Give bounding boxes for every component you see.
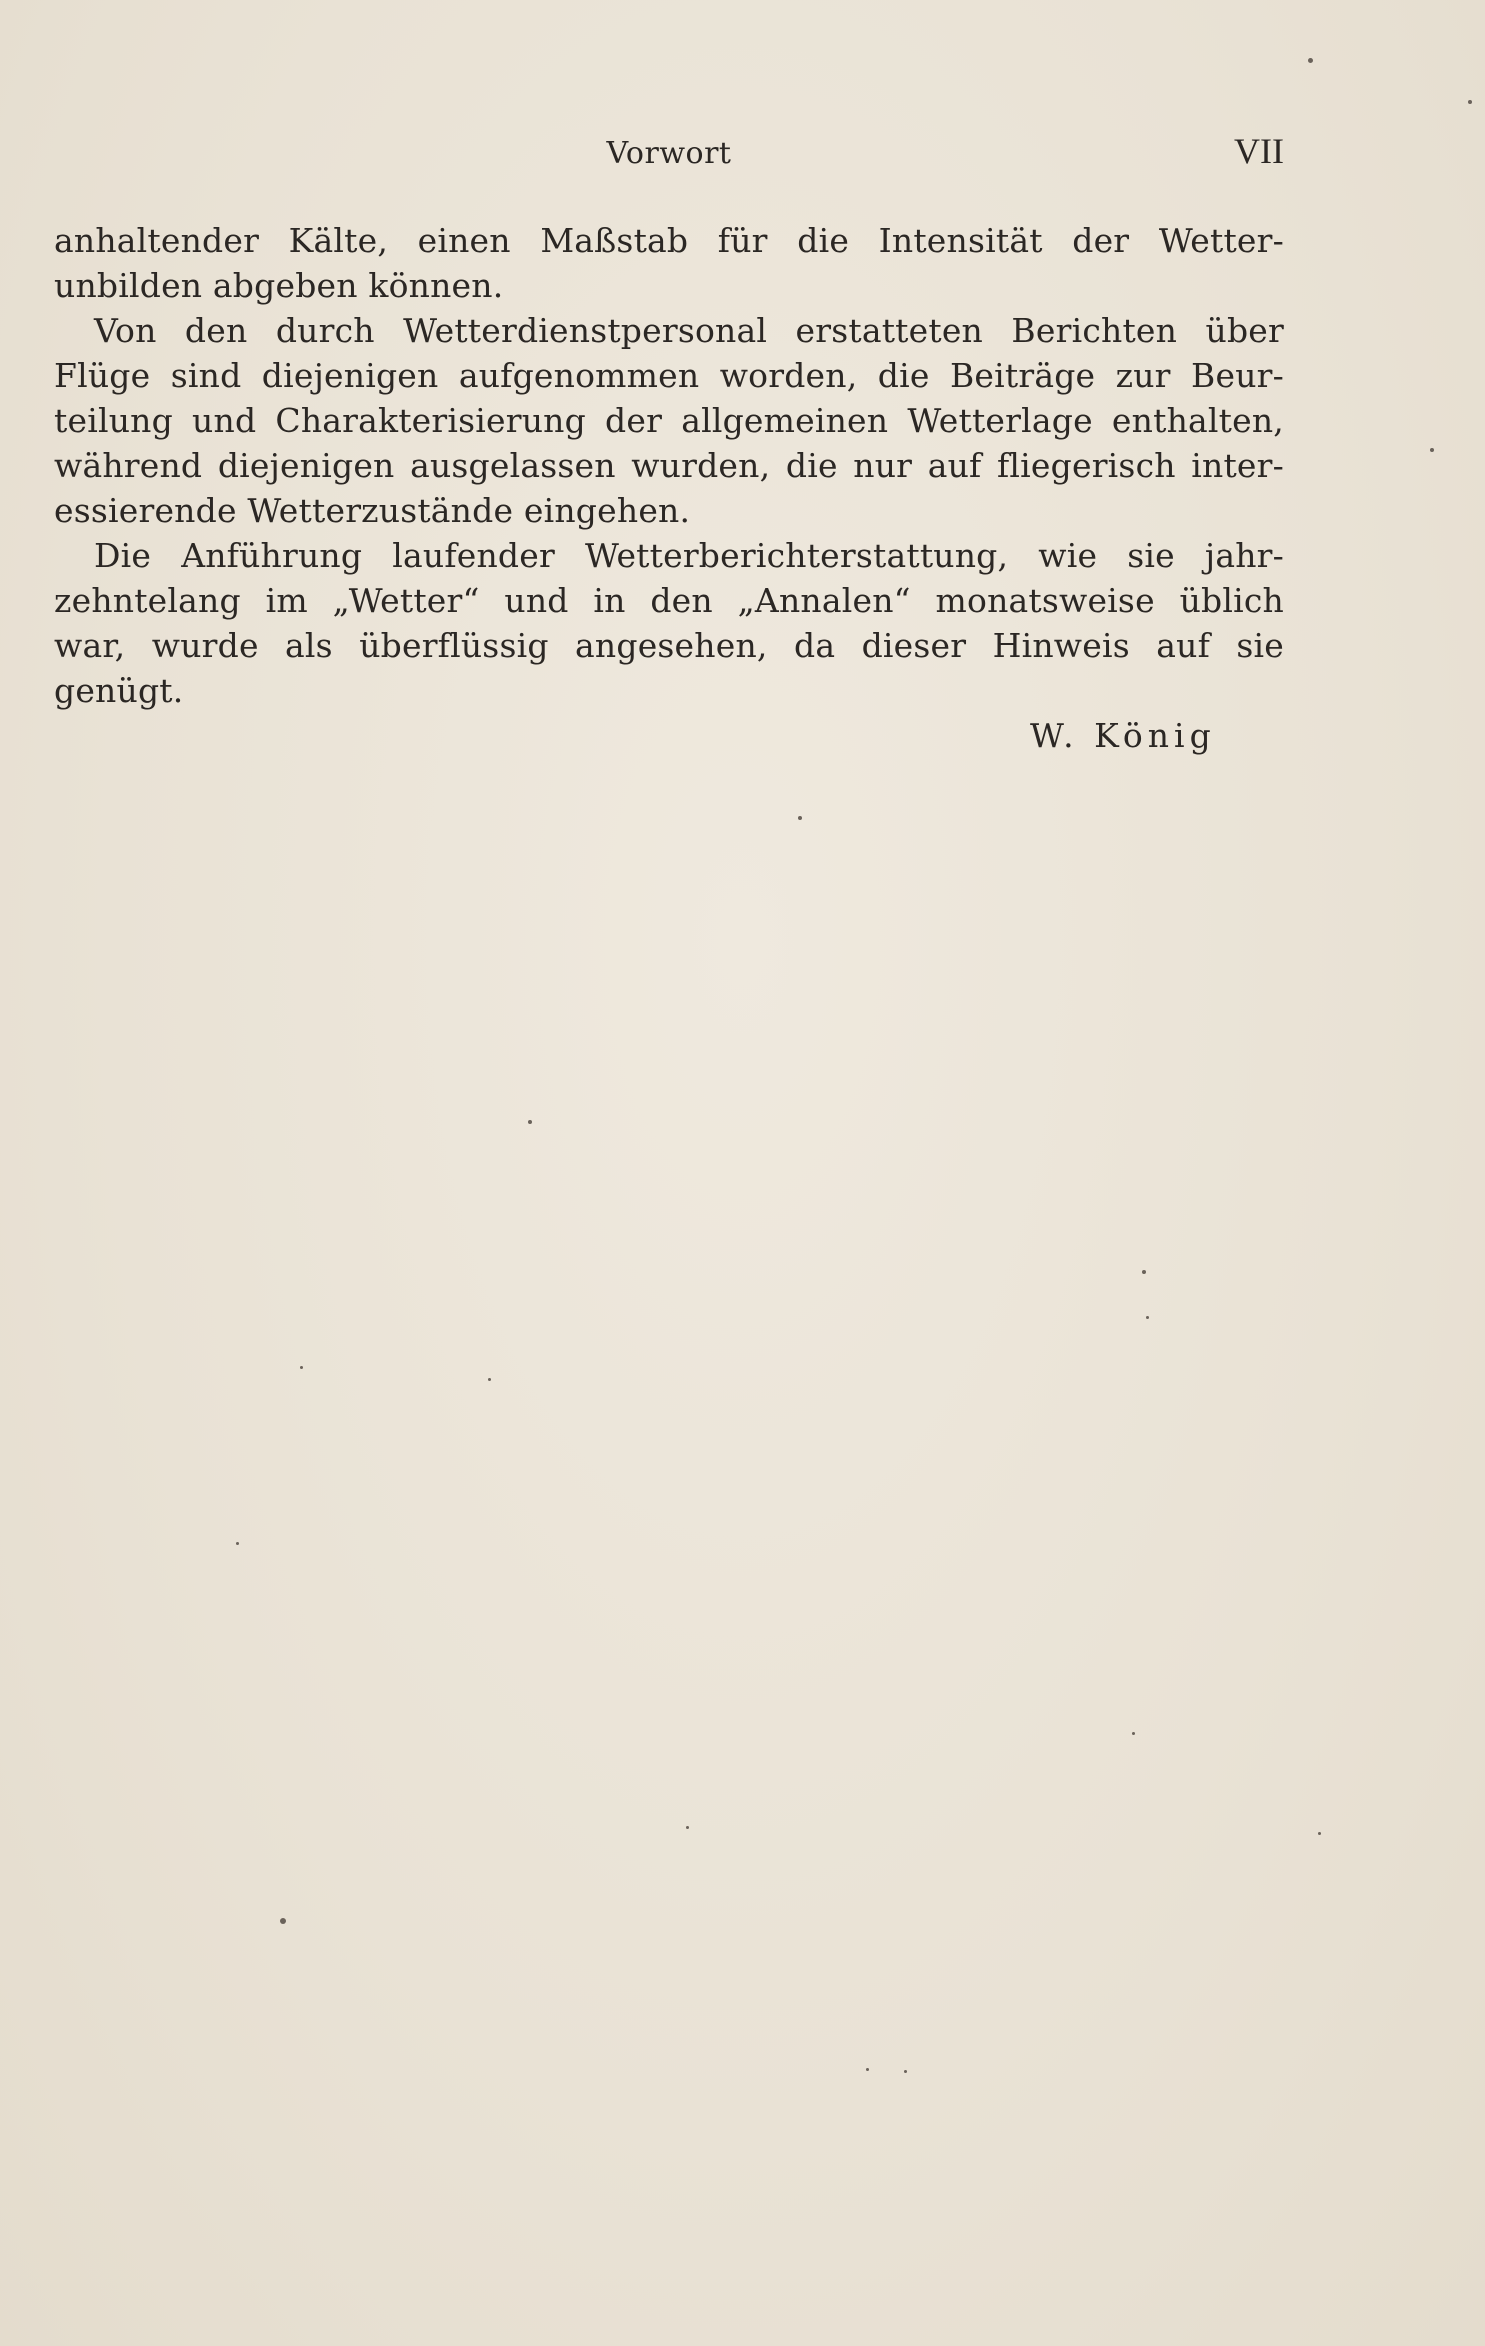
paper-speck	[1142, 1270, 1146, 1274]
running-head	[54, 130, 1284, 180]
text-line: Die Anführung laufender Wetterberichterstattung, wie sie jahr-	[94, 536, 1284, 575]
text-line: Flüge sind diejenigen aufgenommen worden, die Beiträge zur Beur-	[54, 356, 1284, 395]
body-text	[54, 218, 1284, 713]
page-title: Vorwort	[606, 136, 732, 171]
text-line: anhaltender Kälte, einen Maßstab für die Intensität der Wetter-	[54, 221, 1284, 260]
paper-speck	[1146, 1316, 1149, 1319]
page-number: VII	[1234, 131, 1284, 171]
paper-speck	[280, 1918, 286, 1924]
paper-speck	[1468, 100, 1472, 104]
text-line: Von den durch Wetterdienstpersonal erstatteten Berichten über	[94, 311, 1284, 350]
text-line: genügt.	[54, 671, 184, 710]
paper-speck	[1308, 58, 1313, 63]
text-line: essierende Wetterzustände eingehen.	[54, 491, 691, 530]
author-signature: W. König	[1030, 716, 1216, 755]
paper-speck	[528, 1120, 532, 1124]
text-line: während diejenigen ausgelassen wurden, die nur auf fliegerisch inter-	[54, 446, 1284, 485]
text-line: zehntelang im „Wetter“ und in den „Annalen“ monatsweise üblich	[54, 581, 1284, 620]
paper-speck	[1318, 1832, 1321, 1835]
paper-speck	[1132, 1732, 1135, 1735]
paper-speck	[686, 1826, 689, 1829]
paper-speck	[488, 1378, 491, 1381]
text-line: teilung und Charakterisierung der allgemeinen Wetterlage enthalten,	[54, 401, 1284, 440]
paper-speck	[866, 2068, 869, 2071]
paper-speck	[300, 1366, 303, 1369]
paper-speck	[236, 1542, 239, 1545]
text-line: war, wurde als überflüssig angesehen, da dieser Hinweis auf sie	[54, 626, 1284, 665]
paper-speck	[798, 816, 802, 820]
paper-speck	[1430, 448, 1434, 452]
text-line: unbilden abgeben können.	[54, 266, 504, 305]
paper-speck	[904, 2070, 907, 2073]
